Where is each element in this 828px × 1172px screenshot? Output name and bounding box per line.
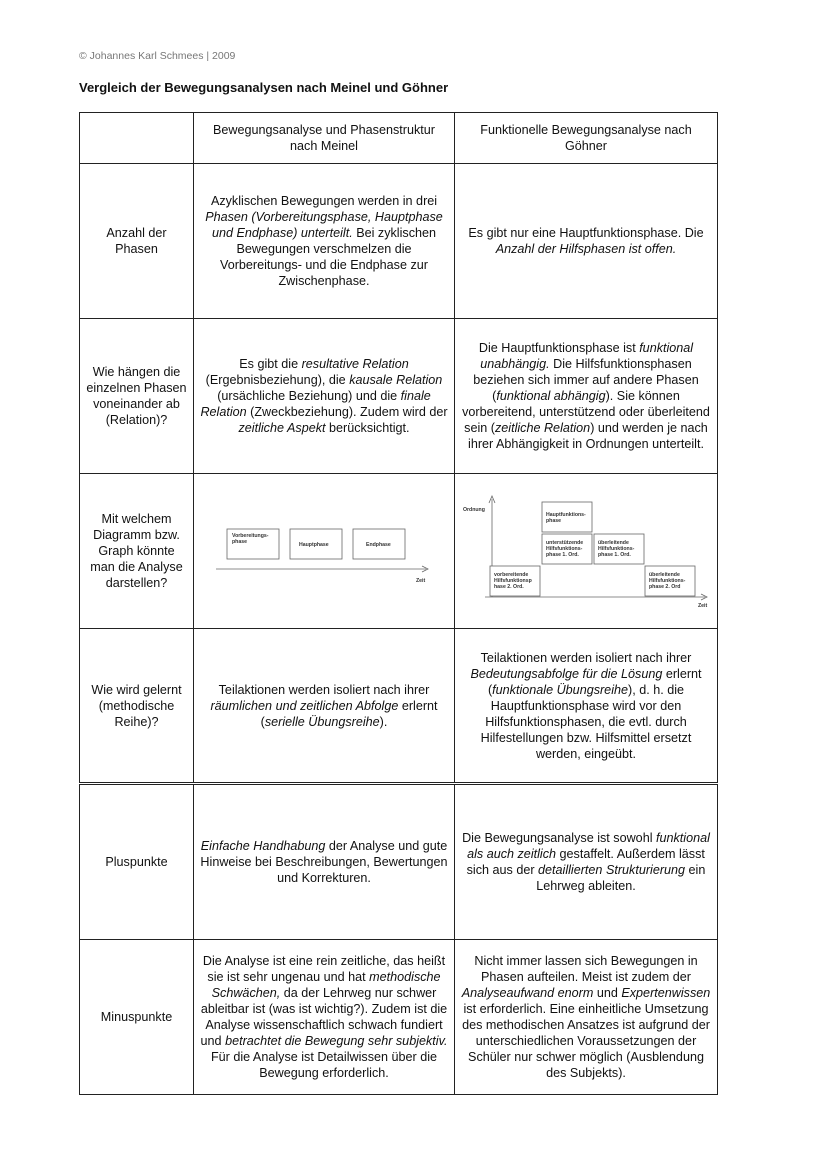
body-text: berücksichtigt.	[325, 421, 410, 435]
emphasis-text: resultative Relation	[301, 357, 409, 371]
function-box	[542, 502, 592, 532]
row-label: Minuspunkte	[80, 940, 194, 1095]
body-text: (ursächliche Beziehung) und die	[217, 389, 401, 403]
phase-box	[290, 529, 342, 559]
row-label: Wie hängen die einzelnen Phasen voneinander ab (Relation)?	[80, 319, 194, 474]
emphasis-text: methodische Schwächen,	[211, 970, 441, 1000]
emphasis-text: funktionale Übungsreihe	[492, 682, 628, 697]
emphasis-text: Anzahl der Hilfsphasen ist offen.	[495, 242, 677, 256]
emphasis-text: kausale Relation	[349, 373, 443, 387]
meinel-phase-diagram	[194, 477, 454, 625]
emphasis-text: Einfache Handhabung	[200, 839, 326, 853]
function-box-label: überleitende Hilfsfunktions-phase 2. Ord	[649, 572, 686, 590]
body-text: ).	[379, 714, 388, 729]
body-text: ), d. h. die Hauptfunktionsphase wird vor den Hilfsfunktionsphasen, die evtl. durch Hilfestellungen bzw. Hilfsmittel ersetzt werden, eingeübt.	[480, 682, 692, 761]
body-text: gestaffelt. Außerdem lässt sich aus der	[466, 847, 705, 877]
body-text: da der Lehrweg nur schwer ableitbar ist (was ist wichtig?). Zudem ist die Analyse wissenschaftlich schwach fundiert und	[200, 986, 448, 1048]
body-text: und	[593, 986, 622, 1000]
row-label: Pluspunkte	[80, 784, 194, 940]
goehner-cell	[455, 164, 718, 319]
emphasis-text: funktional abhängig	[496, 389, 606, 403]
body-text: ). Sie können vorbereitend, unterstützend oder überleitend sein (	[462, 389, 710, 435]
goehner-function-diagram	[455, 477, 717, 625]
emphasis-text: finale Relation	[200, 389, 431, 419]
function-box	[542, 534, 592, 564]
meinel-cell	[194, 319, 455, 474]
emphasis-text: räumlichen und zeitlichen Abfolge	[210, 698, 399, 713]
body-text: Die Bewegungsanalyse ist sowohl	[462, 831, 656, 845]
phase-label: Endphase	[366, 542, 391, 548]
table-row	[80, 629, 718, 784]
meinel-cell	[194, 629, 455, 784]
function-box	[594, 534, 644, 564]
goehner-cell	[455, 940, 718, 1095]
document-title: Vergleich der Bewegungsanalysen nach Meinel und Göhner	[79, 80, 449, 95]
order-axis-label: Ordnung	[463, 507, 485, 513]
body-text: der Analyse und gute Hinweise bei Beschreibungen, Bewertungen und Korrekturen.	[200, 839, 448, 885]
function-box	[645, 566, 695, 596]
time-axis-label: Zeit	[698, 603, 708, 609]
table-row	[80, 474, 718, 629]
function-box-label: überleitende Hilfsfunktions-phase 1. Ord.	[598, 540, 635, 558]
table-row	[80, 164, 718, 319]
emphasis-text: betrachtet die Bewegung sehr subjektiv.	[225, 1034, 448, 1048]
body-text: Azyklischen Bewegungen werden in drei	[210, 194, 438, 208]
body-text: Nicht immer lassen sich Bewegungen in Phasen aufteilen. Meist ist zudem der	[474, 954, 698, 984]
emphasis-text: detaillierten Strukturierung	[538, 863, 686, 877]
body-text: (Zweckbeziehung). Zudem wird der	[246, 405, 448, 419]
function-box-label: vorbereitende Hilfsfunktionsp hase 2. Ord.	[494, 572, 532, 590]
body-text: Für die Analyse ist Detailwissen über die Bewegung erforderlich.	[210, 1050, 438, 1080]
table-header-row	[80, 113, 718, 164]
meinel-cell	[194, 164, 455, 319]
body-text: Teilaktionen werden isoliert nach ihrer	[218, 682, 430, 697]
row-label: Mit welchem Diagramm bzw. Graph könnte man die Analyse darstellen?	[80, 474, 194, 629]
function-box-label: unterstützende Hilfsfunktions-phase 1. Ord.	[546, 540, 584, 558]
phase-box	[353, 529, 405, 559]
emphasis-text: Analyseaufwand enorm	[461, 986, 594, 1000]
row-label: Anzahl der Phasen	[80, 164, 194, 319]
body-text: (Ergebnisbeziehung), die	[205, 373, 350, 387]
header-meinel: Bewegungsanalyse und Phasenstruktur nach Meinel	[194, 113, 455, 164]
emphasis-text: serielle Übungsreihe	[264, 714, 380, 729]
emphasis-text: funktional als auch zeitlich	[467, 831, 710, 861]
body-text: Die Hilfsfunktionsphasen beziehen sich immer auf andere Phasen (	[473, 357, 699, 403]
meinel-cell	[194, 940, 455, 1095]
body-text: erlernt (	[487, 666, 702, 697]
header-empty-cell	[80, 113, 194, 164]
emphasis-text: Phasen (Vorbereitungsphase, Hauptphase und Endphase) unterteilt.	[205, 210, 443, 240]
body-text: Die Hauptfunktionsphase ist	[478, 341, 640, 355]
phase-box	[227, 529, 279, 559]
function-box-label: Hauptfunktions-phase	[546, 512, 586, 524]
body-text: Es gibt nur eine Hauptfunktionsphase. Die	[468, 226, 704, 240]
goehner-cell	[455, 319, 718, 474]
table-row	[80, 940, 718, 1095]
goehner-diagram-cell	[455, 474, 718, 629]
comparison-table	[79, 112, 718, 1095]
emphasis-text: Expertenwissen	[621, 986, 711, 1000]
emphasis-text: funktional unabhängig.	[480, 341, 694, 371]
phase-label: Hauptphase	[299, 542, 329, 548]
table-row	[80, 319, 718, 474]
emphasis-text: zeitliche Relation	[494, 421, 591, 435]
emphasis-text: zeitliche Aspekt	[238, 421, 326, 435]
copyright-notice: © Johannes Karl Schmees | 2009	[79, 50, 236, 62]
body-text: Es gibt die	[239, 357, 302, 371]
table-row	[80, 784, 718, 940]
body-text: erlernt (	[260, 698, 438, 729]
header-goehner: Funktionelle Bewegungsanalyse nach Göhner	[455, 113, 718, 164]
body-text: Bei zyklischen Bewegungen verschmelzen die Vorbereitungs- und die Endphase zur Zwischenphase.	[220, 226, 437, 288]
goehner-cell	[455, 629, 718, 784]
phase-label: Vorbereitungs-phase	[232, 533, 269, 545]
body-text: ) und werden je nach ihrer Abhängigkeit in Ordnungen unterteilt.	[468, 421, 708, 451]
body-text: Die Analyse ist eine rein zeitliche, das heißt sie ist sehr ungenau und hat	[202, 954, 446, 984]
emphasis-text: Bedeutungsabfolge für die Lösung	[470, 666, 663, 681]
meinel-cell	[194, 784, 455, 940]
body-text: ist erforderlich. Eine einheitliche Umsetzung des methodischen Ansatzes ist aufgrund der unterschiedlichen Voraussetzungen der Schüler nur schwer möglich (Ausblendung des Subjekts).	[462, 1002, 710, 1080]
body-text: Teilaktionen werden isoliert nach ihrer	[480, 650, 692, 665]
body-text: ein Lehrweg ableiten.	[536, 863, 706, 893]
time-axis-label: Zeit	[416, 578, 426, 584]
meinel-diagram-cell	[194, 474, 455, 629]
goehner-cell	[455, 784, 718, 940]
function-box	[490, 566, 540, 596]
row-label: Wie wird gelernt (methodische Reihe)?	[80, 629, 194, 784]
